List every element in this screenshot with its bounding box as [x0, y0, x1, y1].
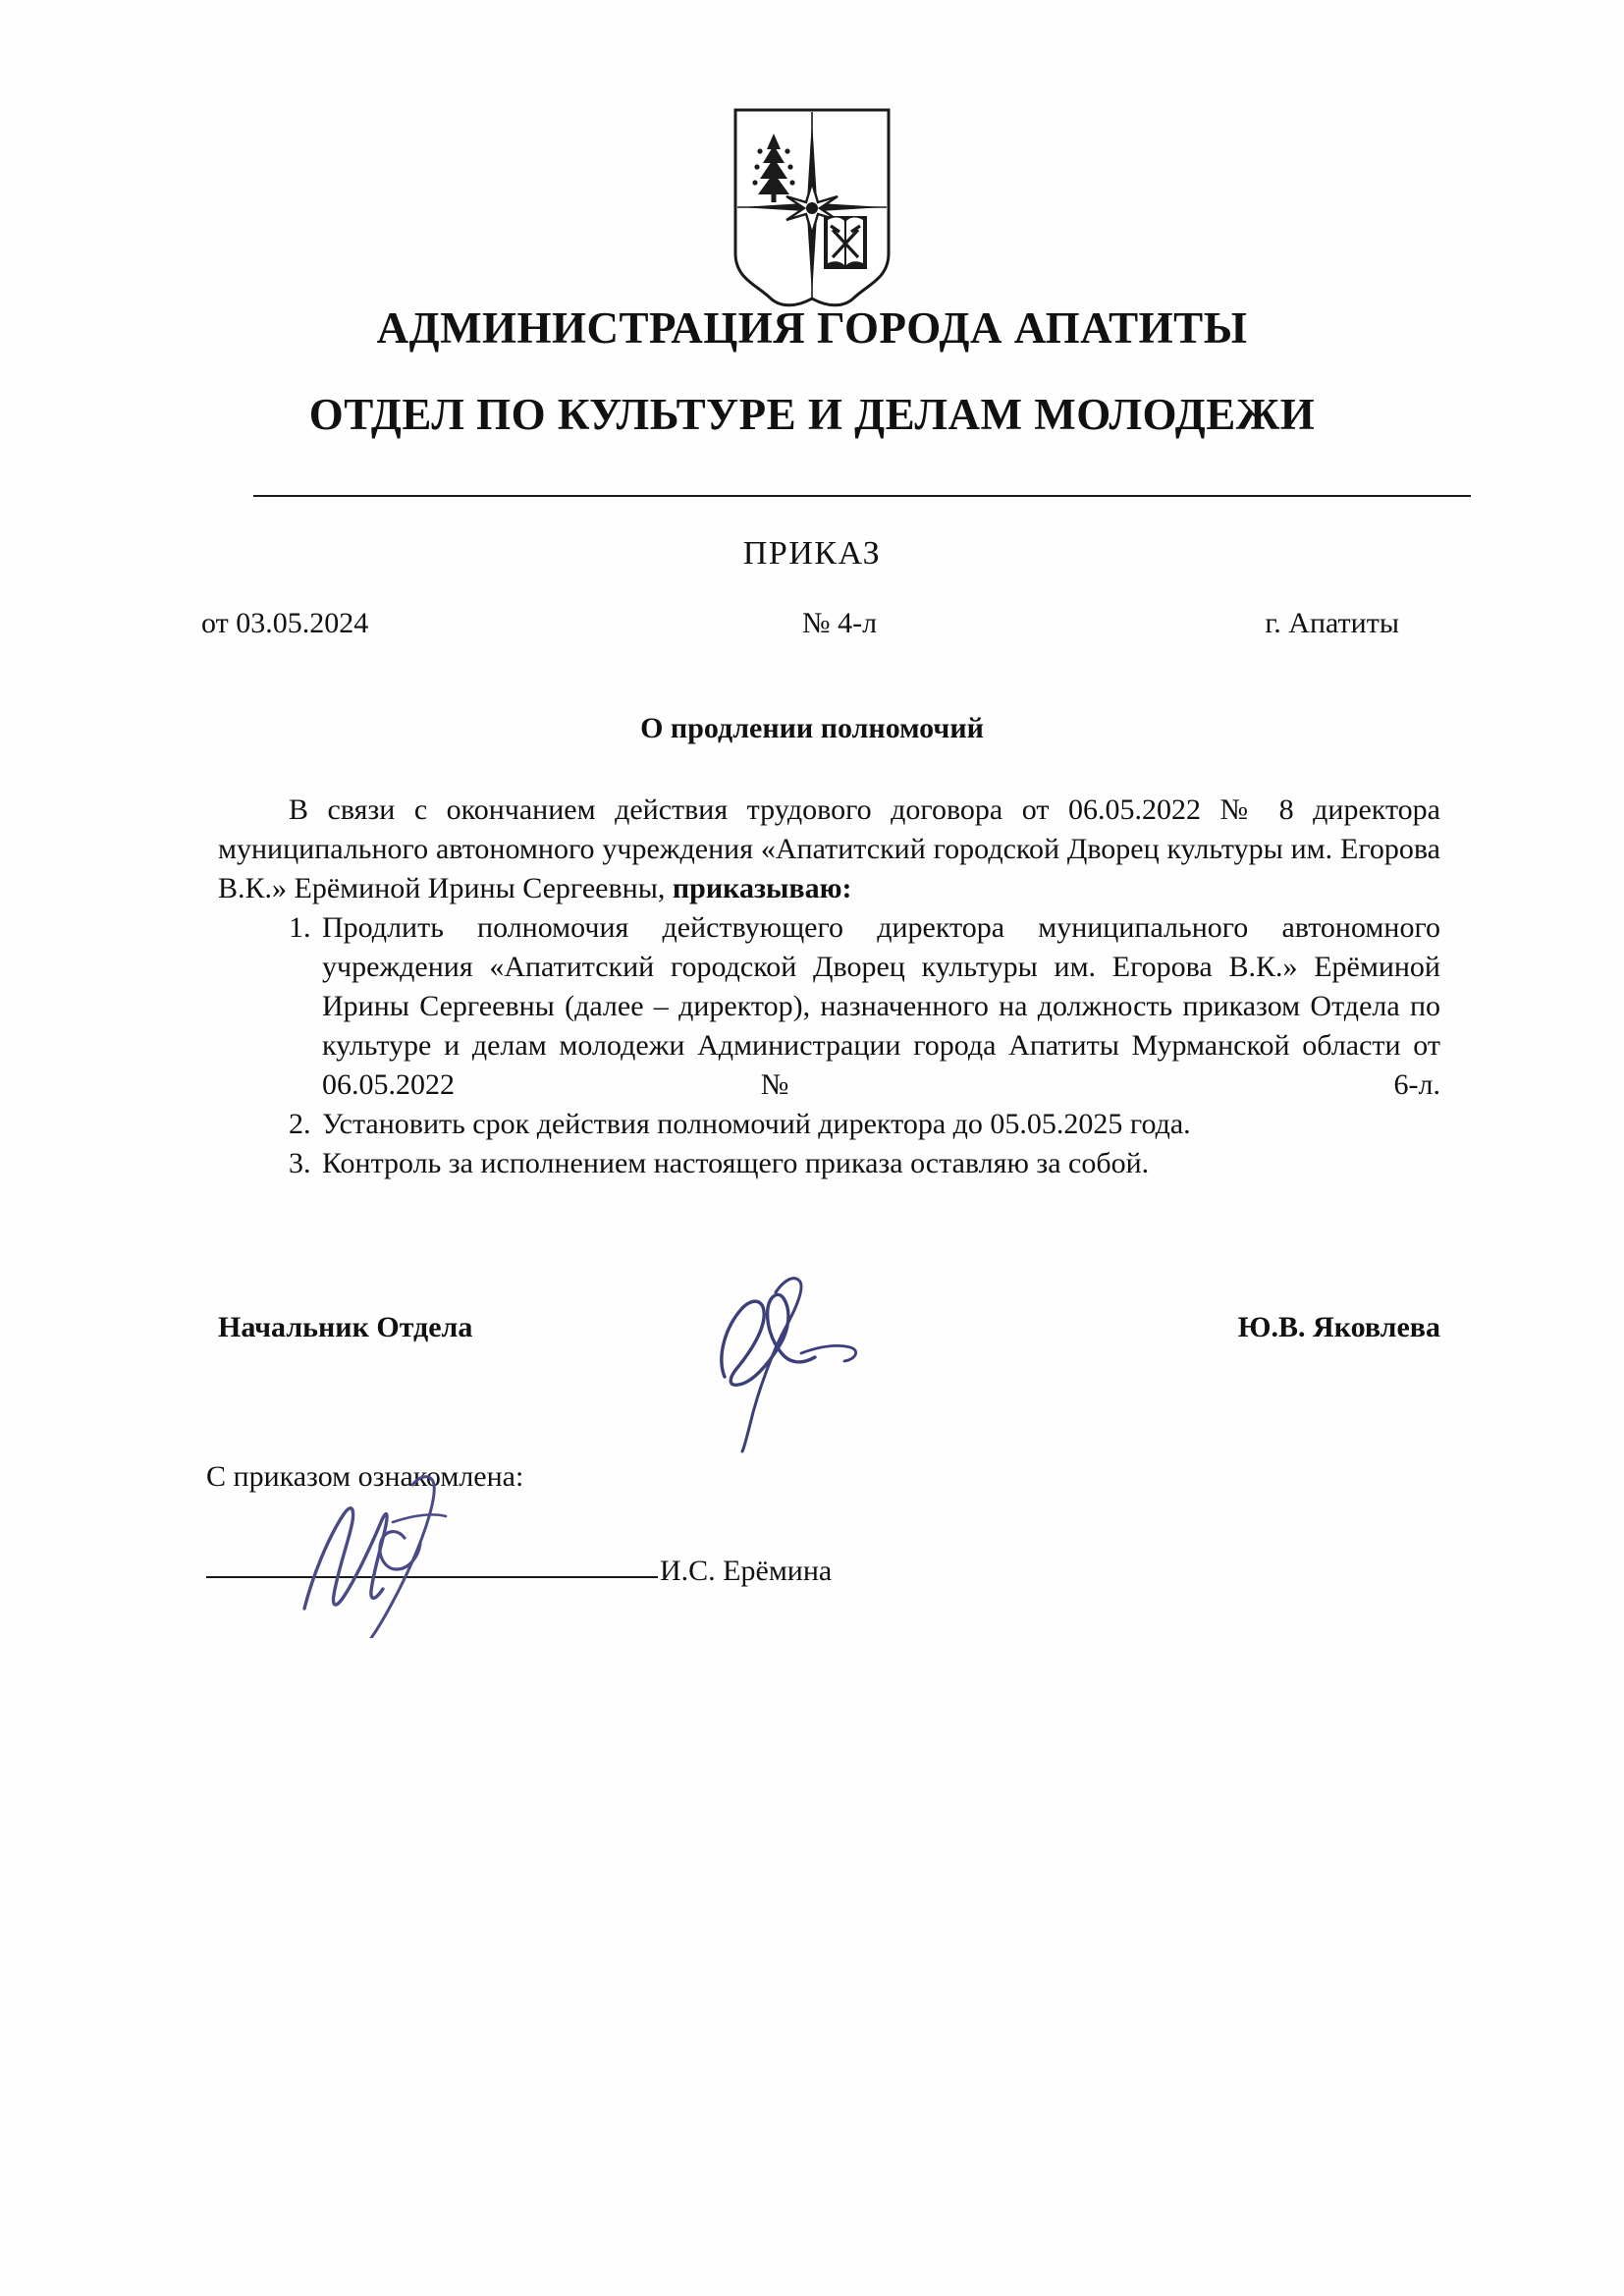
document-number: № 4-л	[801, 607, 878, 639]
signature-row	[218, 1311, 1440, 1344]
order-item-3-number: 3.	[289, 1147, 311, 1179]
acknowledgement-signature-line	[206, 1576, 658, 1578]
acknowledgement-name: И.С. Ерёмина	[660, 1555, 833, 1587]
order-keyword: приказываю:	[672, 872, 852, 904]
order-item-1-number: 1.	[289, 911, 311, 944]
coat-of-arms-icon	[730, 106, 894, 307]
order-item-1-text: Продлить полномочия действующего директора муниципального автономного учреждения «Апатитский городской Дворец культуры им. Егорова В.К.» Ерёминой Ирины Сергеевны (далее – директор), назначенного на должность приказом Отдела по культуре и делам молодежи Администрации города Апатиты Мурманской области от 06.05.2022 № 6-л.	[322, 911, 1440, 1101]
acknowledgement-label: С приказом ознакомлена:	[206, 1460, 524, 1493]
document-type-title: ПРИКАЗ	[742, 535, 882, 572]
document-meta-row	[201, 607, 1429, 640]
document-subject: О продлении полномочий	[640, 712, 984, 744]
order-item-2-number: 2.	[289, 1108, 311, 1140]
order-item-2	[218, 1105, 1440, 1144]
order-item-1	[218, 908, 1440, 1105]
emblem-container	[0, 106, 1624, 307]
order-item-2-text: Установить срок действия полномочий директора до 05.05.2025 года.	[322, 1108, 1191, 1140]
order-item-3-text: Контроль за исполнением настоящего приказа оставляю за собой.	[322, 1147, 1150, 1179]
header-divider	[253, 495, 1471, 497]
document-city: г. Апатиты	[1265, 607, 1399, 639]
order-item-3	[218, 1144, 1440, 1183]
book-and-hammers-charge	[824, 216, 867, 269]
document-date: от 03.05.2024	[201, 607, 369, 639]
organization-subtitle: ОТДЕЛ ПО КУЛЬТУРЕ И ДЕЛАМ МОЛОДЕЖИ	[308, 390, 1316, 439]
document-body	[218, 791, 1440, 1183]
preamble-paragraph	[218, 791, 1440, 908]
preamble-text: В связи с окончанием действия трудового договора от 06.05.2022 № 8 директора муниципального автономного учреждения «Апатитский городской Дворец культуры им. Егорова В.К.» Ерёминой Ирины Сергеевны,	[218, 793, 1440, 904]
signatory-position: Начальник Отдела	[218, 1311, 473, 1343]
handwritten-signature-yakovleva	[707, 1267, 903, 1453]
organization-title: АДМИНИСТРАЦИЯ ГОРОДА АПАТИТЫ	[376, 303, 1248, 353]
signatory-name: Ю.В. Яковлева	[1237, 1311, 1440, 1343]
